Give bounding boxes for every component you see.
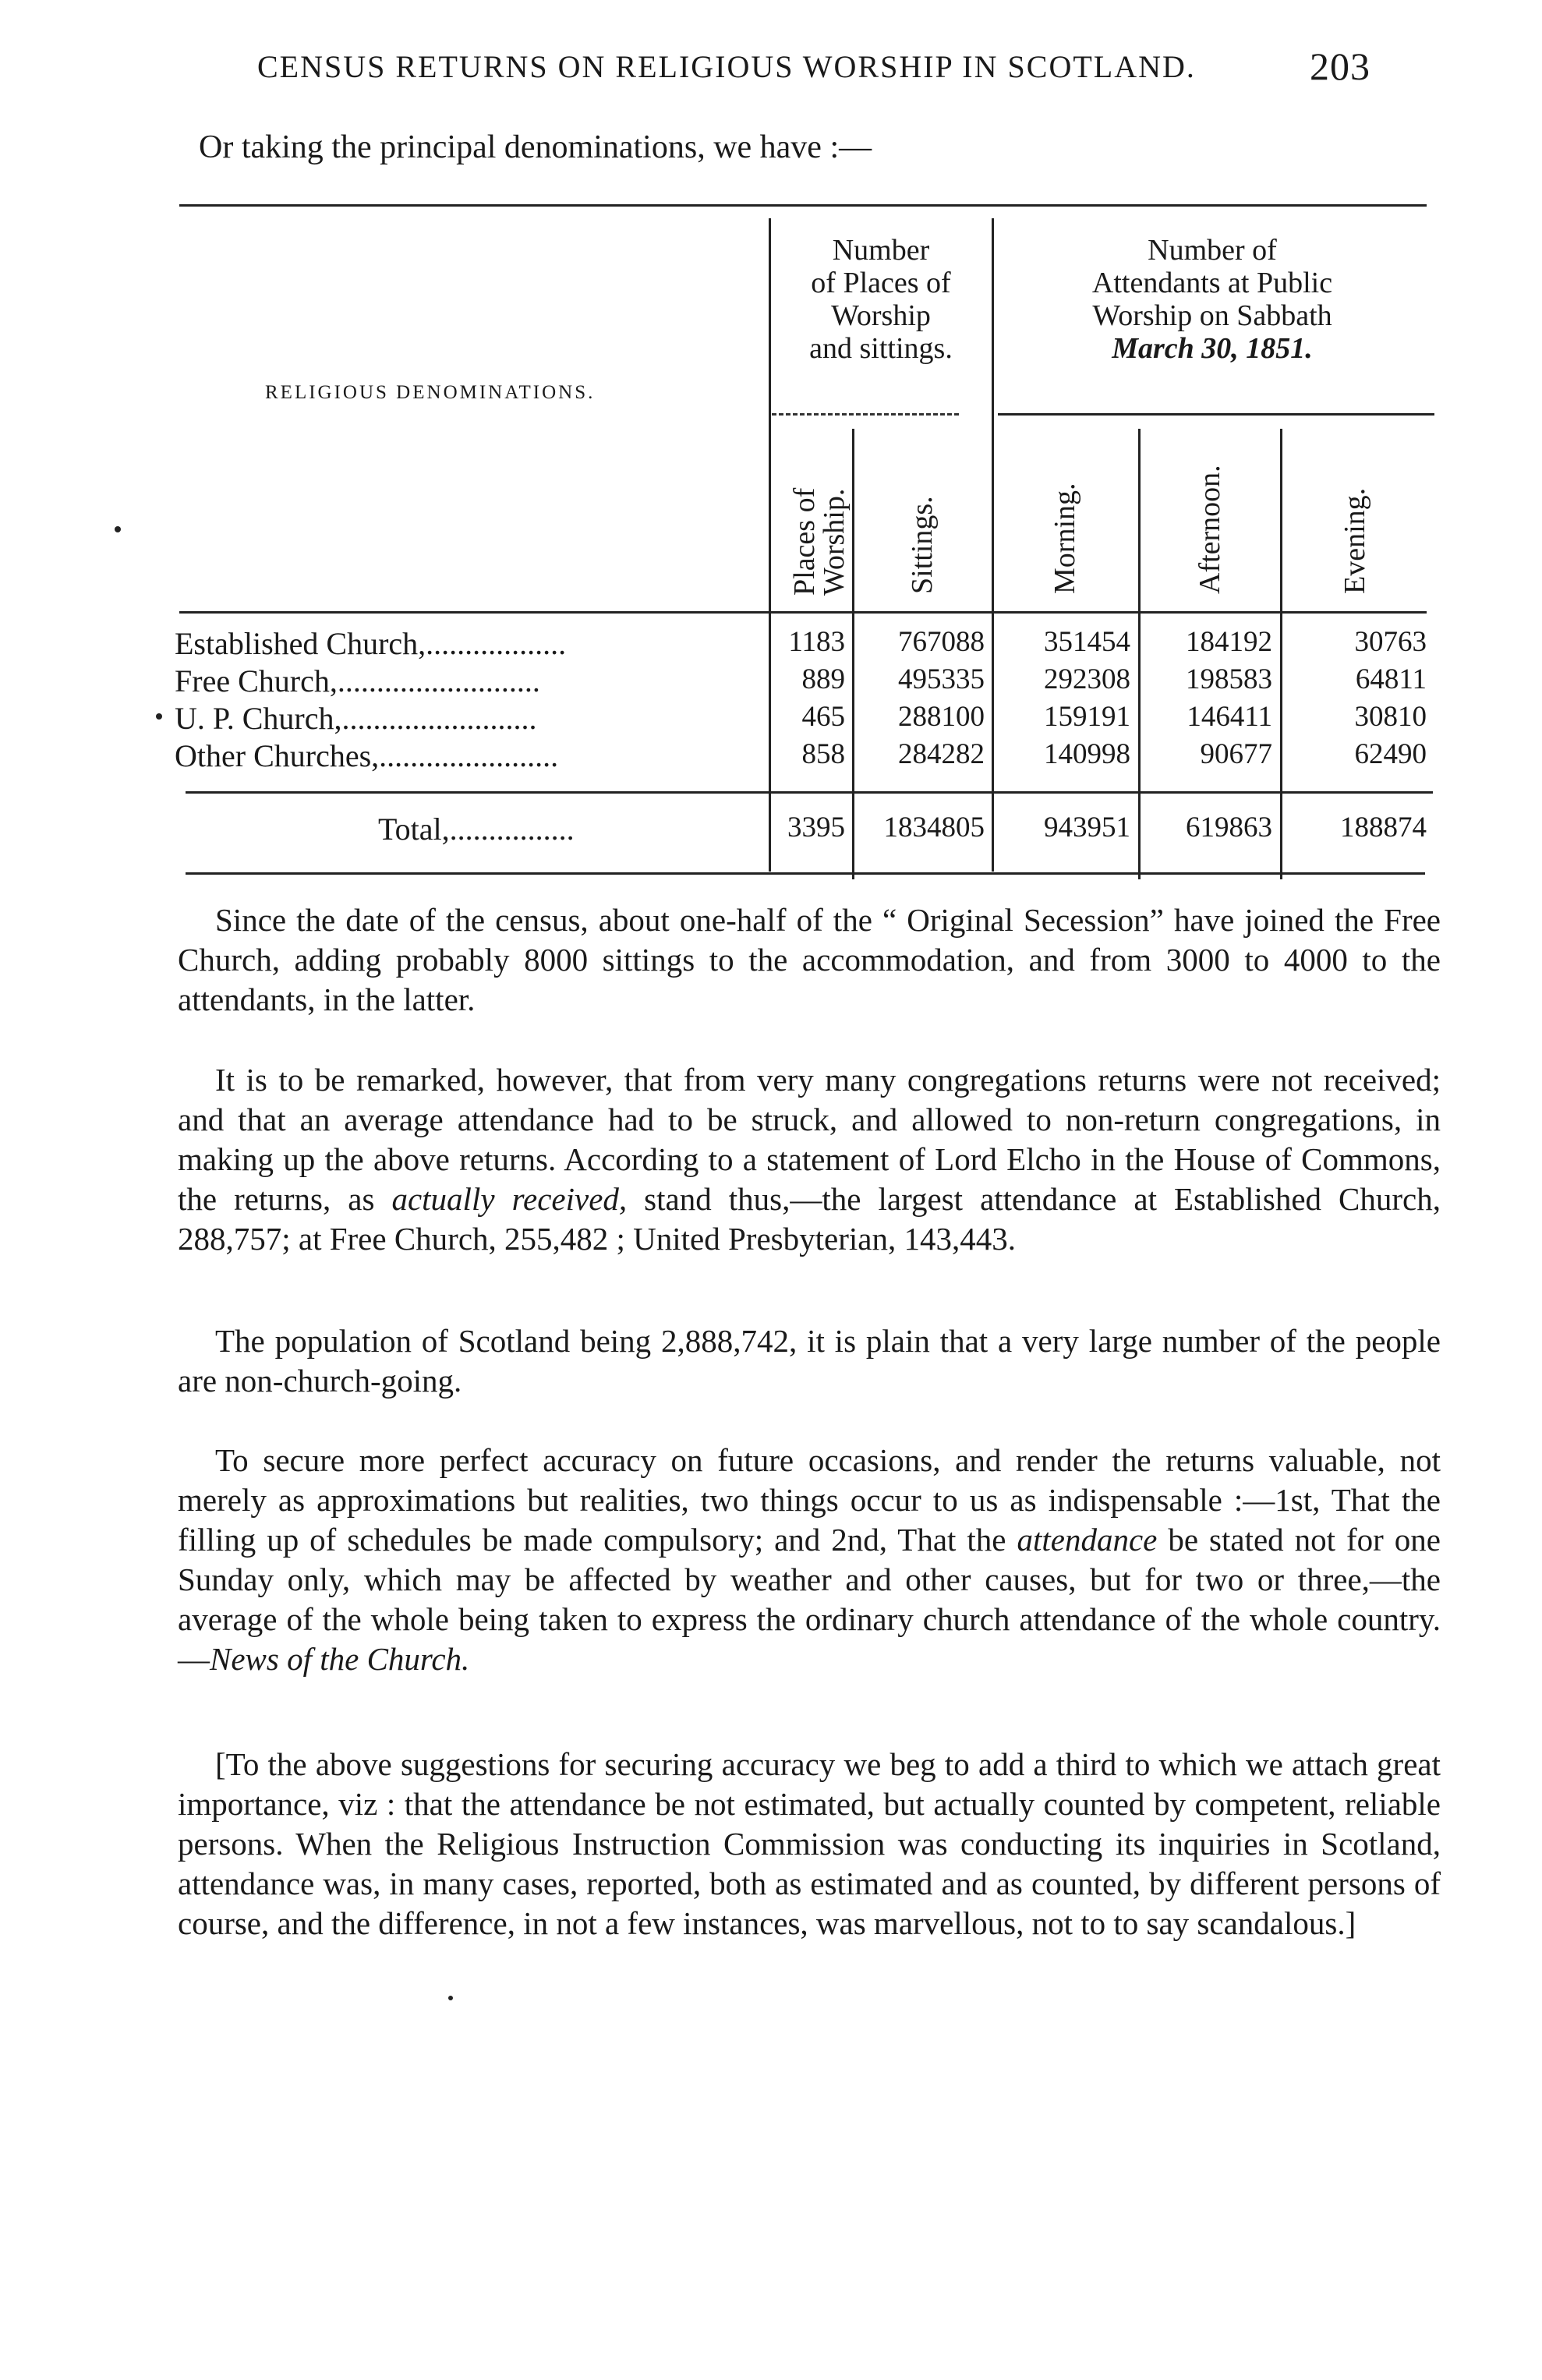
cell-morning: 140998 (1044, 738, 1130, 770)
total-places: 3395 (787, 812, 845, 843)
row-name: Free Church,.......................... (175, 663, 540, 698)
cell-evening: 62490 (1354, 738, 1427, 770)
row-name: Established Church,.................. (175, 626, 567, 661)
col-divider-5 (1280, 429, 1282, 879)
table-header-rule (179, 611, 1427, 614)
total-morning: 943951 (1044, 812, 1130, 843)
col-divider-2 (852, 429, 854, 879)
group2-header: Number of Attendants at Public Worship on Sabbath March 30, 1851. (1091, 234, 1333, 365)
paragraph-population: The population of Scotland being 2,888,742, it is plain that a very large number of the people are non-church-going. (178, 1323, 1441, 1399)
denominations-table (172, 204, 1434, 886)
total-sittings: 1834805 (883, 812, 985, 843)
stray-dot (156, 713, 162, 720)
page-number: 203 (1310, 44, 1370, 88)
cell-places: 465 (801, 701, 845, 733)
stray-dot (448, 1996, 453, 2000)
cell-morning: 159191 (1044, 701, 1130, 733)
col-divider-3 (992, 218, 994, 872)
paragraph-accuracy: To secure more perfect accuracy on future occasions, and render the returns valuable, not merely as approximations but realities, two things occur to us as indispensable :—1st, That the filling up of schedules be made compulsory; and 2nd, That the attendance be stated not for one Sunday only, which may be affected by weather and other causes, but for two or three,—the average of the whole being taken to express the ordinary church attendance of the whole country.—News of the Church. (178, 1442, 1441, 1677)
cell-morning: 292308 (1044, 663, 1130, 695)
cell-afternoon: 146411 (1187, 701, 1272, 733)
row-name: U. P. Church,......................... (175, 701, 537, 736)
source-citation: News of the Church. (210, 1641, 470, 1677)
running-head-title: CENSUS RETURNS ON RELIGIOUS WORSHIP IN SCOTLAND. (257, 49, 1196, 84)
cell-afternoon: 198583 (1186, 663, 1272, 695)
denominations-label: RELIGIOUS DENOMINATIONS. (265, 382, 596, 403)
col-header-sittings: Sittings. (906, 496, 939, 594)
cell-sittings: 767088 (898, 626, 985, 658)
table-top-rule (179, 204, 1427, 207)
stray-dot (115, 526, 121, 532)
table-bottom-rule (186, 872, 1425, 875)
cell-sittings: 284282 (898, 738, 985, 770)
total-evening: 188874 (1340, 812, 1427, 843)
cell-sittings: 288100 (898, 701, 985, 733)
group2-rule (998, 413, 1434, 416)
cell-places: 1183 (788, 626, 845, 658)
paragraph-secession: Since the date of the census, about one-half of the “ Original Secession” have joined the Free Church, adding probably 8000 sittings to the accommodation, and from 3000 to 4000 to the attendants, in the latter. (178, 902, 1441, 1017)
col-header-evening: Evening. (1339, 487, 1371, 594)
total-afternoon: 619863 (1186, 812, 1272, 843)
cell-places: 858 (801, 738, 845, 770)
group1-header: Number of Places of Worship and sittings. (809, 234, 953, 365)
cell-evening: 30763 (1354, 626, 1427, 658)
col-divider-1 (769, 218, 771, 872)
cell-afternoon: 184192 (1186, 626, 1272, 658)
cell-sittings: 495335 (898, 663, 985, 695)
col-header-places: Places of Worship. (788, 487, 851, 596)
cell-places: 889 (801, 663, 845, 695)
paragraph-editorial-note: [To the above suggestions for securing accuracy we beg to add a third to which we attach great importance, viz : that the attendance be not estimated, but actually counted by competent, reliable persons. When the Religious Instruction Commission was conducting its inquiries in Scotland, attendance was, in many cases, reported, both as estimated and as counted, by different persons of course, and the difference, in not a few instances, was marvellous, not to to say scandalous.] (178, 1746, 1441, 1941)
intro-line: Or taking the principal denominations, we have :— (199, 129, 872, 165)
cell-evening: 64811 (1355, 663, 1427, 695)
row-name: Other Churches,....................... (175, 738, 559, 773)
cell-afternoon: 90677 (1200, 738, 1272, 770)
col-header-afternoon: Afternoon. (1194, 465, 1226, 594)
table-total-rule (186, 791, 1433, 794)
col-divider-4 (1138, 429, 1141, 879)
paragraph-remark: It is to be remarked, however, that from very many congregations returns were not received; and that an average attendance had to be struck, and allowed to non-return congregations, in making up the above returns. According to a statement of Lord Elcho in the House of Commons, the returns, as actually received, stand thus,—the largest attendance at Established Church, 288,757; at Free Church, 255,482 ; United Presbyterian, 143,443. (178, 1062, 1441, 1257)
total-label: Total,................ (378, 812, 575, 847)
col-header-morning: Morning. (1049, 483, 1081, 594)
cell-evening: 30810 (1354, 701, 1427, 733)
cell-morning: 351454 (1044, 626, 1130, 658)
